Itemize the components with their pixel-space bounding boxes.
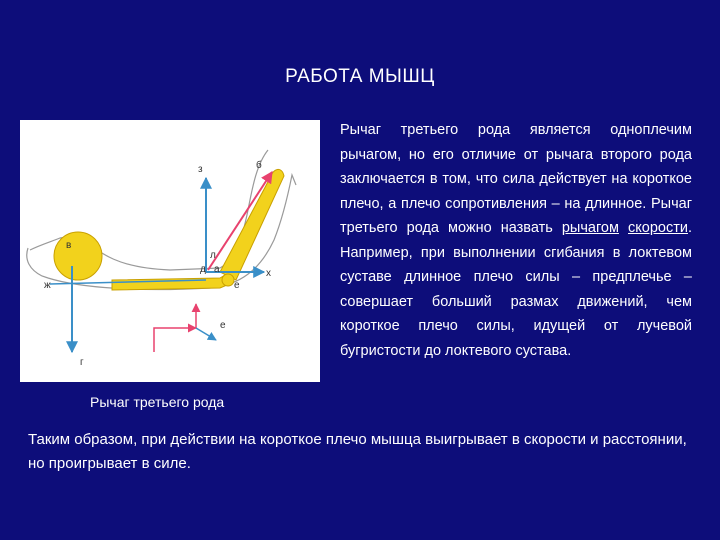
label-a: а <box>214 264 220 275</box>
label-z: з <box>198 164 203 175</box>
label-zh: ж <box>44 280 51 291</box>
label-e: е <box>234 280 240 291</box>
label-x: х <box>266 268 271 279</box>
label-b: б <box>256 160 262 171</box>
paragraph-part2: . Например, при выполнении сгибания в локтевом суставе длинное плечо силы – предплечье – совершает больший размах движений, чем короткое плечо силы, идущей от лучевой бугристости до локтевого сустава. <box>340 220 692 359</box>
label-d: д <box>200 264 206 275</box>
humerus-bone <box>220 169 284 280</box>
figure-caption: Рычаг третьего рода <box>90 394 225 410</box>
paragraph-space <box>619 220 628 236</box>
label-l: л <box>210 250 216 261</box>
link-lever[interactable]: рычагом <box>561 220 619 236</box>
load-ball <box>54 232 102 280</box>
label-v: в <box>66 240 72 251</box>
conclusion-text: Таким образом, при действии на короткое плечо мышца выигрывает в скорости и расстоянии, но проигрывает в силе. <box>28 431 687 472</box>
description-paragraph <box>340 118 692 363</box>
label-e-lower: е <box>220 320 226 331</box>
link-speed[interactable]: скорости <box>628 220 688 236</box>
component-arrow-horizontal <box>154 328 196 352</box>
hand-outline <box>27 248 48 278</box>
paragraph-part1: Рычаг третьего рода является одноплечим рычагом, но его отличие от рычага второго рода заключается в том, что сила действует на короткое плечо, а плечо сопротивления – на длинное. Рычаг третьего рода можно назвать <box>340 122 692 236</box>
third-class-lever-diagram <box>20 120 320 382</box>
slide-title: РАБОТА МЫШЦ <box>285 66 435 87</box>
elbow-joint <box>222 274 234 286</box>
figure-panel <box>20 120 320 382</box>
component-arrow-diagonal <box>196 328 216 340</box>
label-g: г <box>80 357 84 368</box>
